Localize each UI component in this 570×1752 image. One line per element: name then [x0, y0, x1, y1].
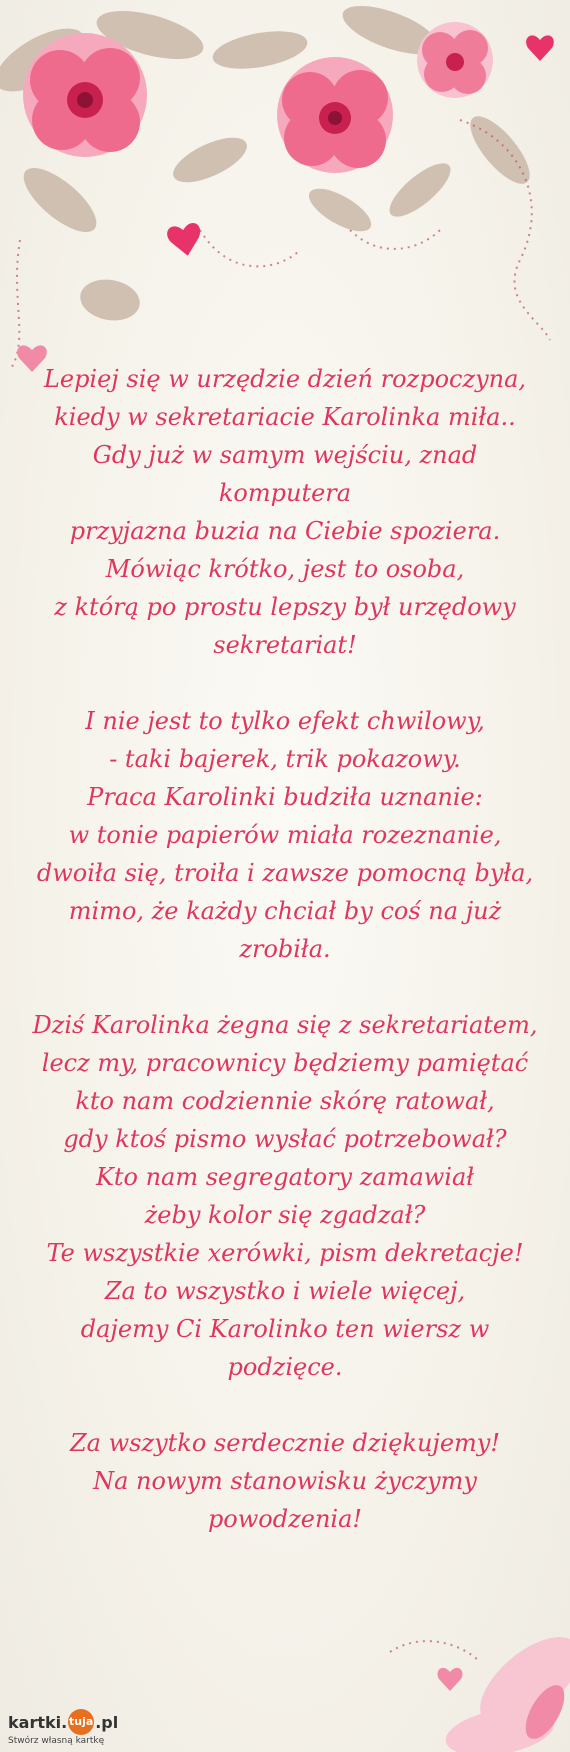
poem-line: w tonie papierów miała rozeznanie,: [68, 821, 502, 849]
poem-line: gdy ktoś pismo wysłać potrzebował?: [63, 1125, 507, 1153]
poem-line: sekretariat!: [213, 631, 357, 659]
poem-line: komputera: [218, 479, 352, 507]
heart-icon: [526, 35, 554, 61]
poem-line: z którą po prostu lepszy był urzędowy: [54, 593, 516, 621]
floral-decoration-top: [0, 0, 570, 380]
poem-line: dajemy Ci Karolinko ten wiersz w: [80, 1315, 490, 1343]
flower-icon: [417, 22, 493, 98]
poem-line: Za to wszystko i wiele więcej,: [104, 1277, 466, 1305]
site-branding[interactable]: [8, 1709, 118, 1746]
poem-line: Kto nam segregatory zamawiał: [95, 1163, 475, 1191]
poem-line: I nie jest to tylko efekt chwilowy,: [85, 707, 485, 735]
floral-decoration-bottom: [330, 1562, 570, 1752]
poem-line: Gdy już w samym wejściu, znad: [92, 441, 478, 469]
poem-line: Te wszystkie xerówki, pism dekretacje!: [46, 1239, 524, 1267]
poem-line: Lepiej się w urzędzie dzień rozpoczyna,: [43, 365, 527, 393]
heart-icon: [438, 1668, 463, 1691]
poem-line: lecz my, pracownicy będziemy pamiętać: [41, 1049, 529, 1077]
poem-line: żeby kolor się zgadzał?: [144, 1201, 426, 1229]
poem-line: kiedy w sekretariacie Karolinka miła..: [54, 403, 516, 431]
logo-badge: tuja: [68, 1709, 94, 1735]
poem: [20, 360, 550, 1538]
site-logo[interactable]: [8, 1709, 118, 1735]
poem-line: podzięce.: [227, 1353, 343, 1381]
stanza-4: [20, 1424, 550, 1538]
poem-line: Mówiąc krótko, jest to osoba,: [105, 555, 465, 583]
poem-line: przyjazna buzia na Ciebie spoziera.: [69, 517, 501, 545]
stanza-2: [20, 702, 550, 968]
poem-line: - taki bajerek, trik pokazowy.: [109, 745, 461, 773]
poem-line: kto nam codziennie skórę ratował,: [75, 1087, 495, 1115]
poem-line: Na nowym stanowisku życzymy: [93, 1467, 477, 1495]
poem-line: Za wszytko serdecznie dziękujemy!: [69, 1429, 501, 1457]
logo-tagline: Stwórz własną kartkę: [8, 1736, 105, 1746]
poem-line: Praca Karolinki budziła uznanie:: [87, 783, 483, 811]
stanza-3: [20, 1006, 550, 1386]
flower-icon: [277, 57, 393, 173]
poem-line: powodzenia!: [207, 1505, 363, 1533]
logo-prefix: kartki.: [8, 1712, 68, 1732]
poem-line: mimo, że każdy chciał by coś na już: [68, 897, 502, 925]
stanza-1: [20, 360, 550, 664]
poem-line: Dziś Karolinka żegna się z sekretariatem,: [32, 1011, 538, 1039]
poem-line: zrobiła.: [239, 935, 331, 963]
poem-line: dwoiła się, troiła i zawsze pomocną była,: [36, 859, 534, 887]
flower-icon: [23, 33, 147, 157]
heart-icon: [166, 222, 204, 259]
logo-suffix: .pl: [95, 1712, 119, 1732]
